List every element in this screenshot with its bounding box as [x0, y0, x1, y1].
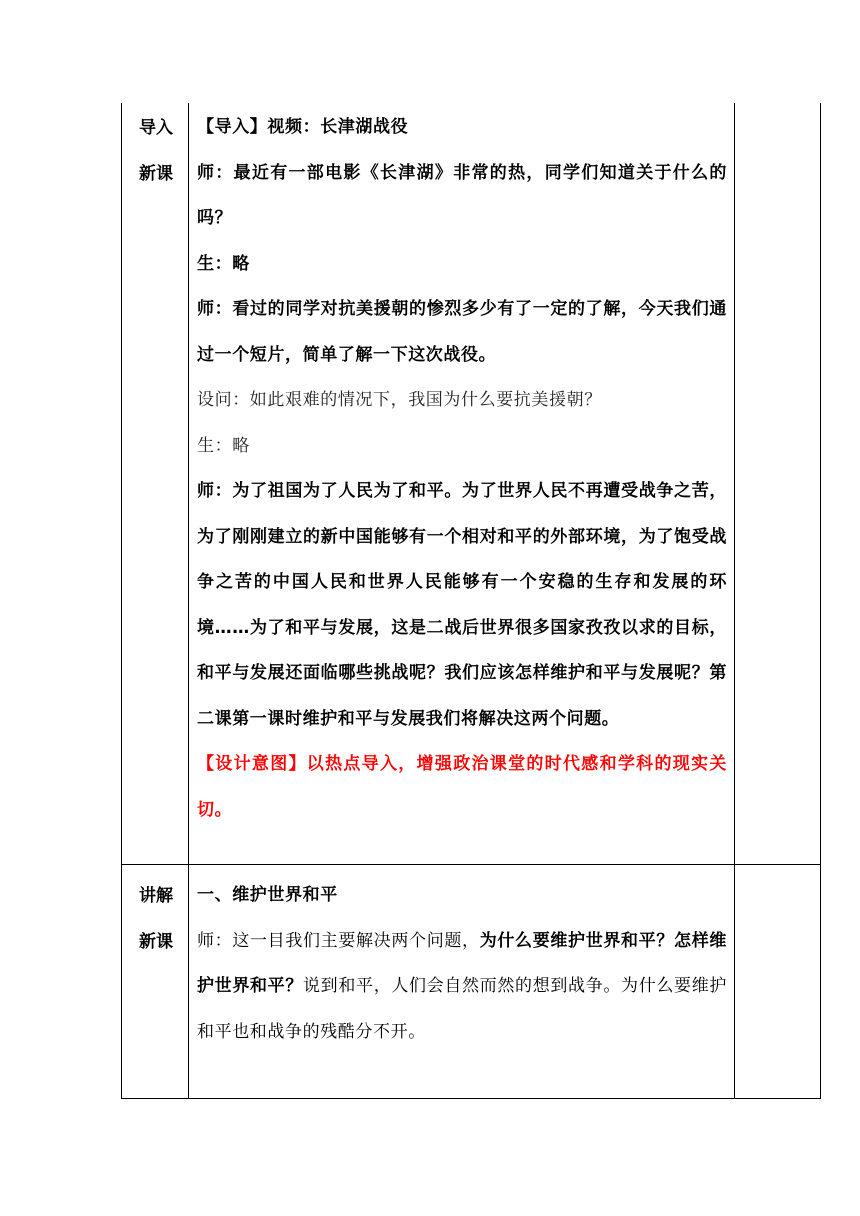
lecture-paragraph [197, 919, 727, 1056]
lecture-key-questions: 为什么要维护世界和平？怎样维护世界和平？ [197, 930, 727, 996]
table-border-left [121, 103, 122, 1099]
row-label-intro [124, 105, 188, 197]
teacher-question: 师：最近有一部电影《长津湖》非常的热，同学们知道关于什么的吗？ [197, 162, 727, 228]
design-intent-tag: 【设计意图】 [197, 754, 307, 774]
student-answer: 生：略 [197, 253, 250, 274]
intro-video-title: 【导入】视频：长津湖战役 [197, 117, 409, 137]
design-intent [197, 742, 727, 833]
table-border-right [820, 103, 821, 1099]
row-label-line: 新课 [139, 164, 173, 184]
row-label-lecture [124, 873, 188, 965]
lecture-content [197, 873, 727, 1055]
design-intent-text: 以热点导入，增强政治课堂的时代感和学科的现实关切。 [197, 754, 727, 820]
table-border-col1 [188, 103, 189, 1099]
student-answer-2: 生：略 [197, 435, 250, 456]
section-heading: 一、维护世界和平 [197, 885, 338, 905]
row-label-line: 导入 [139, 118, 173, 138]
teacher-explanation: 师：为了祖国为了人民为了和平。为了世界人民不再遭受战争之苦，为了刚刚建立的新中国能够有一个相对和平的外部环境，为了饱受战争之苦的中国人民和世界人民能够有一个安稳的生存和发展的环境……为了和平与发展，这是二战后世界很多国家孜孜以求的目标，和平与发展还面临哪些挑战呢？我们应该怎样维护和平与发展呢？第二课第一课时维护和平与发展我们将解决这两个问题。 [197, 481, 727, 729]
table-border-bottom [121, 1098, 821, 1099]
table-border-col2 [734, 103, 735, 1099]
set-question: 设问：如此艰难的情况下，我国为什么要抗美援朝？ [197, 390, 602, 410]
lecture-rest: 说到和平，人们会自然而然的想到战争。为什么要维护和平也和战争的残酷分不开。 [197, 976, 727, 1042]
row-label-line: 新课 [139, 932, 173, 952]
table-row-divider [121, 864, 821, 865]
lecture-intro: 师：这一目我们主要解决两个问题， [197, 930, 480, 951]
row-label-line: 讲解 [139, 886, 173, 906]
teacher-remark: 师：看过的同学对抗美援朝的惨烈多少有了一定的了解，今天我们通过一个短片，简单了解一下这次战役。 [197, 299, 727, 365]
intro-content [197, 105, 727, 833]
